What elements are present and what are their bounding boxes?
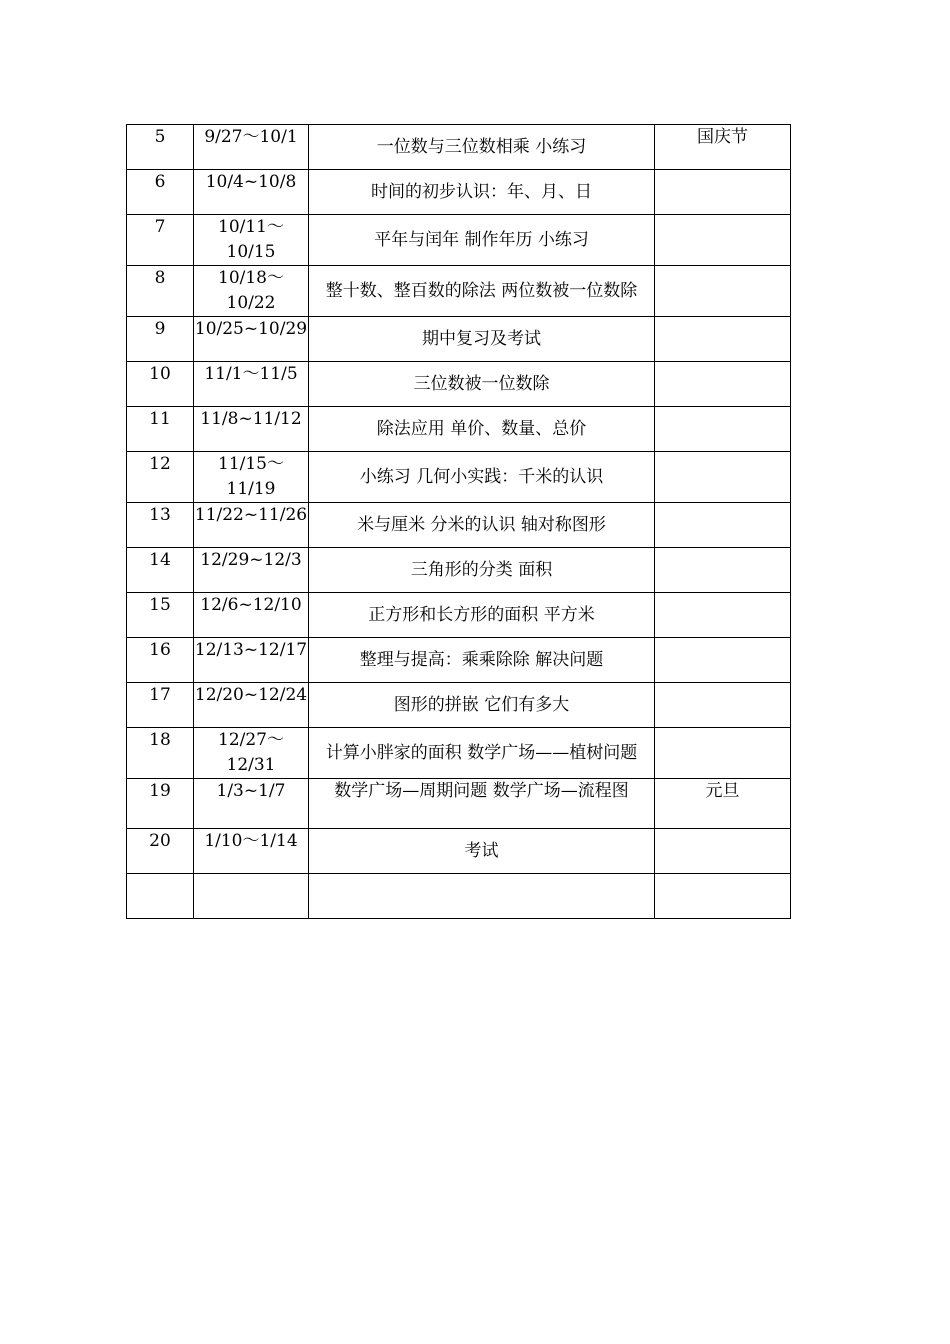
date-range: 10/25~10/29 [194,317,309,362]
week-number: 10 [127,362,194,407]
remark [655,829,791,874]
table-row [127,829,791,874]
lesson-topic: 正方形和长方形的面积 平方米 [309,593,655,638]
lesson-topic: 考试 [309,829,655,874]
date-range: 10/11～10/15 [194,215,309,266]
date-range: 11/8~11/12 [194,407,309,452]
remark [655,683,791,728]
week-number: 13 [127,503,194,548]
table-row [127,407,791,452]
lesson-topic: 三角形的分类 面积 [309,548,655,593]
table-row [127,779,791,829]
remark [655,407,791,452]
week-number: 18 [127,728,194,779]
week-number: 12 [127,452,194,503]
table-row [127,874,791,919]
table-row [127,638,791,683]
week-number [127,874,194,919]
lesson-topic: 三位数被一位数除 [309,362,655,407]
teaching-schedule-table [126,124,791,919]
week-number: 17 [127,683,194,728]
table-row [127,266,791,317]
week-number: 15 [127,593,194,638]
week-number: 19 [127,779,194,829]
table-row [127,170,791,215]
lesson-topic: 数学广场—周期问题 数学广场—流程图 [309,779,655,829]
week-number: 9 [127,317,194,362]
week-number: 6 [127,170,194,215]
date-range: 10/18～10/22 [194,266,309,317]
remark [655,266,791,317]
table-row [127,317,791,362]
date-range [194,874,309,919]
lesson-topic: 整十数、整百数的除法 两位数被一位数除 [309,266,655,317]
lesson-topic: 小练习 几何小实践：千米的认识 [309,452,655,503]
lesson-topic: 时间的初步认识：年、月、日 [309,170,655,215]
remark [655,170,791,215]
remark [655,503,791,548]
date-range: 12/13~12/17 [194,638,309,683]
date-range: 11/1～11/5 [194,362,309,407]
week-number: 16 [127,638,194,683]
table-row [127,728,791,779]
table-row [127,362,791,407]
week-number: 5 [127,125,194,170]
table-body [127,125,791,919]
lesson-topic: 计算小胖家的面积 数学广场——植树问题 [309,728,655,779]
date-range: 11/22~11/26 [194,503,309,548]
remark [655,548,791,593]
remark: 元旦 [655,779,791,829]
remark [655,452,791,503]
remark [655,215,791,266]
date-range: 12/29~12/3 [194,548,309,593]
date-range: 1/10～1/14 [194,829,309,874]
remark: 国庆节 [655,125,791,170]
lesson-topic: 整理与提高：乘乘除除 解决问题 [309,638,655,683]
remark [655,874,791,919]
date-range: 9/27～10/1 [194,125,309,170]
lesson-topic: 图形的拼嵌 它们有多大 [309,683,655,728]
date-range: 12/27～12/31 [194,728,309,779]
date-range: 12/6~12/10 [194,593,309,638]
lesson-topic: 米与厘米 分米的认识 轴对称图形 [309,503,655,548]
week-number: 20 [127,829,194,874]
remark [655,593,791,638]
remark [655,317,791,362]
lesson-topic: 平年与闰年 制作年历 小练习 [309,215,655,266]
date-range: 12/20~12/24 [194,683,309,728]
date-range: 10/4~10/8 [194,170,309,215]
table-row [127,125,791,170]
table-row [127,548,791,593]
date-range: 11/15～11/19 [194,452,309,503]
week-number: 7 [127,215,194,266]
lesson-topic [309,874,655,919]
remark [655,362,791,407]
lesson-topic: 期中复习及考试 [309,317,655,362]
week-number: 8 [127,266,194,317]
table-row [127,503,791,548]
week-number: 14 [127,548,194,593]
lesson-topic: 一位数与三位数相乘 小练习 [309,125,655,170]
table-row [127,683,791,728]
lesson-topic: 除法应用 单价、数量、总价 [309,407,655,452]
remark [655,728,791,779]
remark [655,638,791,683]
week-number: 11 [127,407,194,452]
table-row [127,593,791,638]
date-range: 1/3~1/7 [194,779,309,829]
table-row [127,215,791,266]
table-row [127,452,791,503]
